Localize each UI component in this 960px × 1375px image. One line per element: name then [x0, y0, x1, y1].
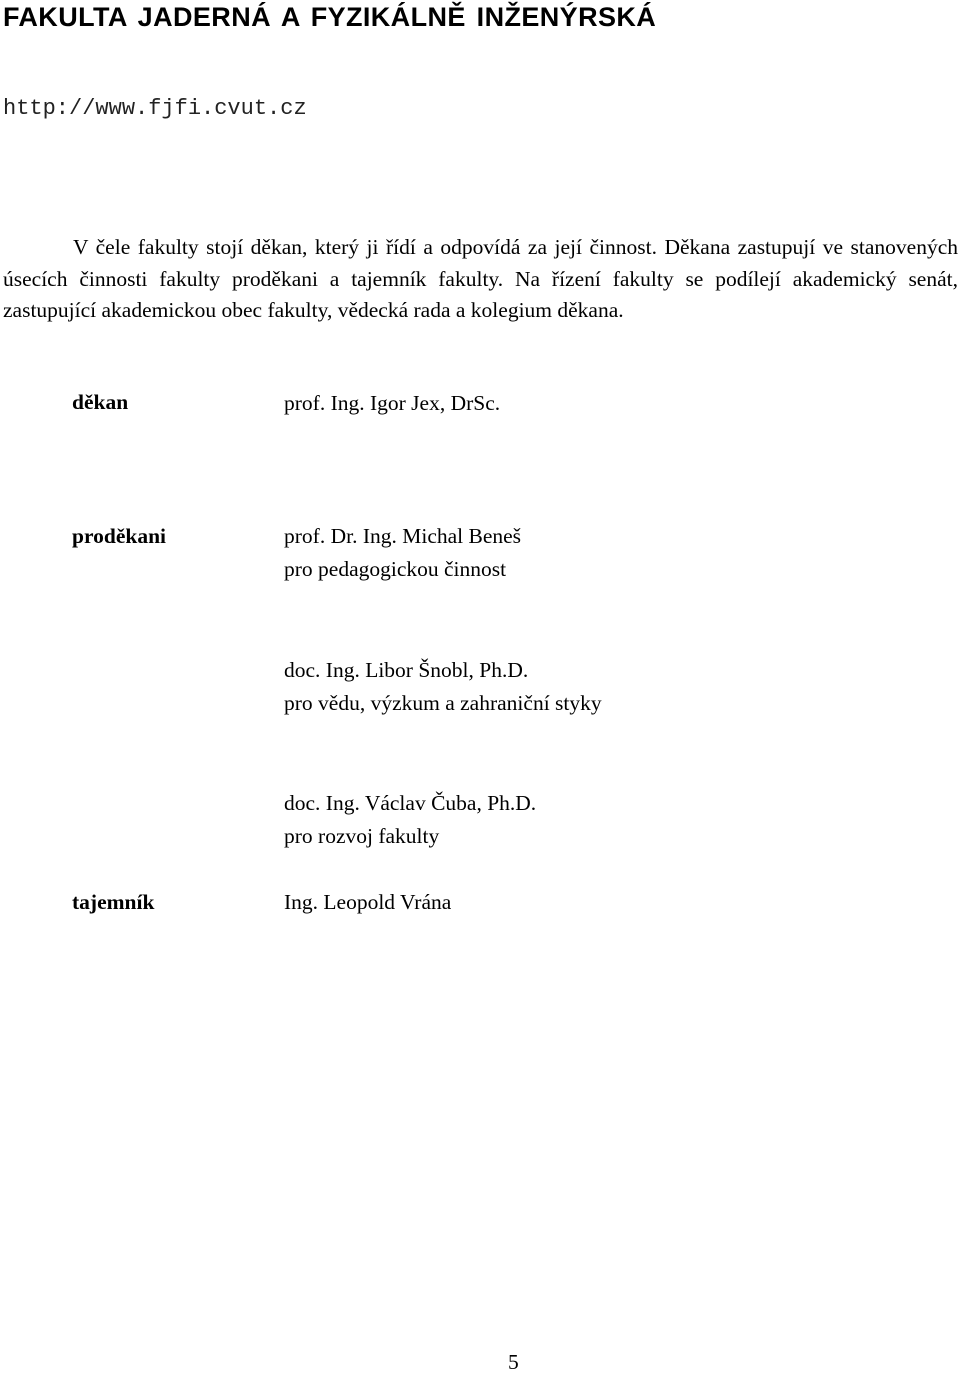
dean-name: prof. Ing. Igor Jex, DrSc. [284, 391, 501, 415]
vice-dean-1-name: prof. Dr. Ing. Michal Beneš [284, 524, 522, 548]
page-number: 5 [508, 1350, 519, 1374]
document-title: FAKULTA JADERNÁ A FYZIKÁLNĚ INŽENÝRSKÁ [3, 2, 657, 32]
vice-dean-2-role: pro vědu, výzkum a zahraniční styky [284, 691, 602, 715]
intro-text: V čele fakulty stojí děkan, který ji řídí a odpovídá za její činnost. Děkana zastupují ve stanovených úsecích činnosti fakulty proděkani a tajemník fakulty. Na řízení fakulty se podílejí akademický senát, zastupující akademickou obec fakulty, vědecká rada a kolegium děkana. [3, 235, 958, 322]
dean-label: děkan [72, 390, 129, 414]
secretary-name: Ing. Leopold Vrána [284, 890, 452, 914]
vice-deans-label: proděkani [72, 524, 166, 548]
vice-dean-2-name: doc. Ing. Libor Šnobl, Ph.D. [284, 658, 529, 682]
intro-paragraph [3, 232, 958, 327]
faculty-url[interactable]: http://www.fjfi.cvut.cz [3, 96, 307, 121]
vice-dean-3-role: pro rozvoj fakulty [284, 824, 440, 848]
vice-dean-1-role: pro pedagogickou činnost [284, 557, 507, 581]
secretary-label: tajemník [72, 890, 155, 914]
vice-dean-3-name: doc. Ing. Václav Čuba, Ph.D. [284, 791, 537, 815]
